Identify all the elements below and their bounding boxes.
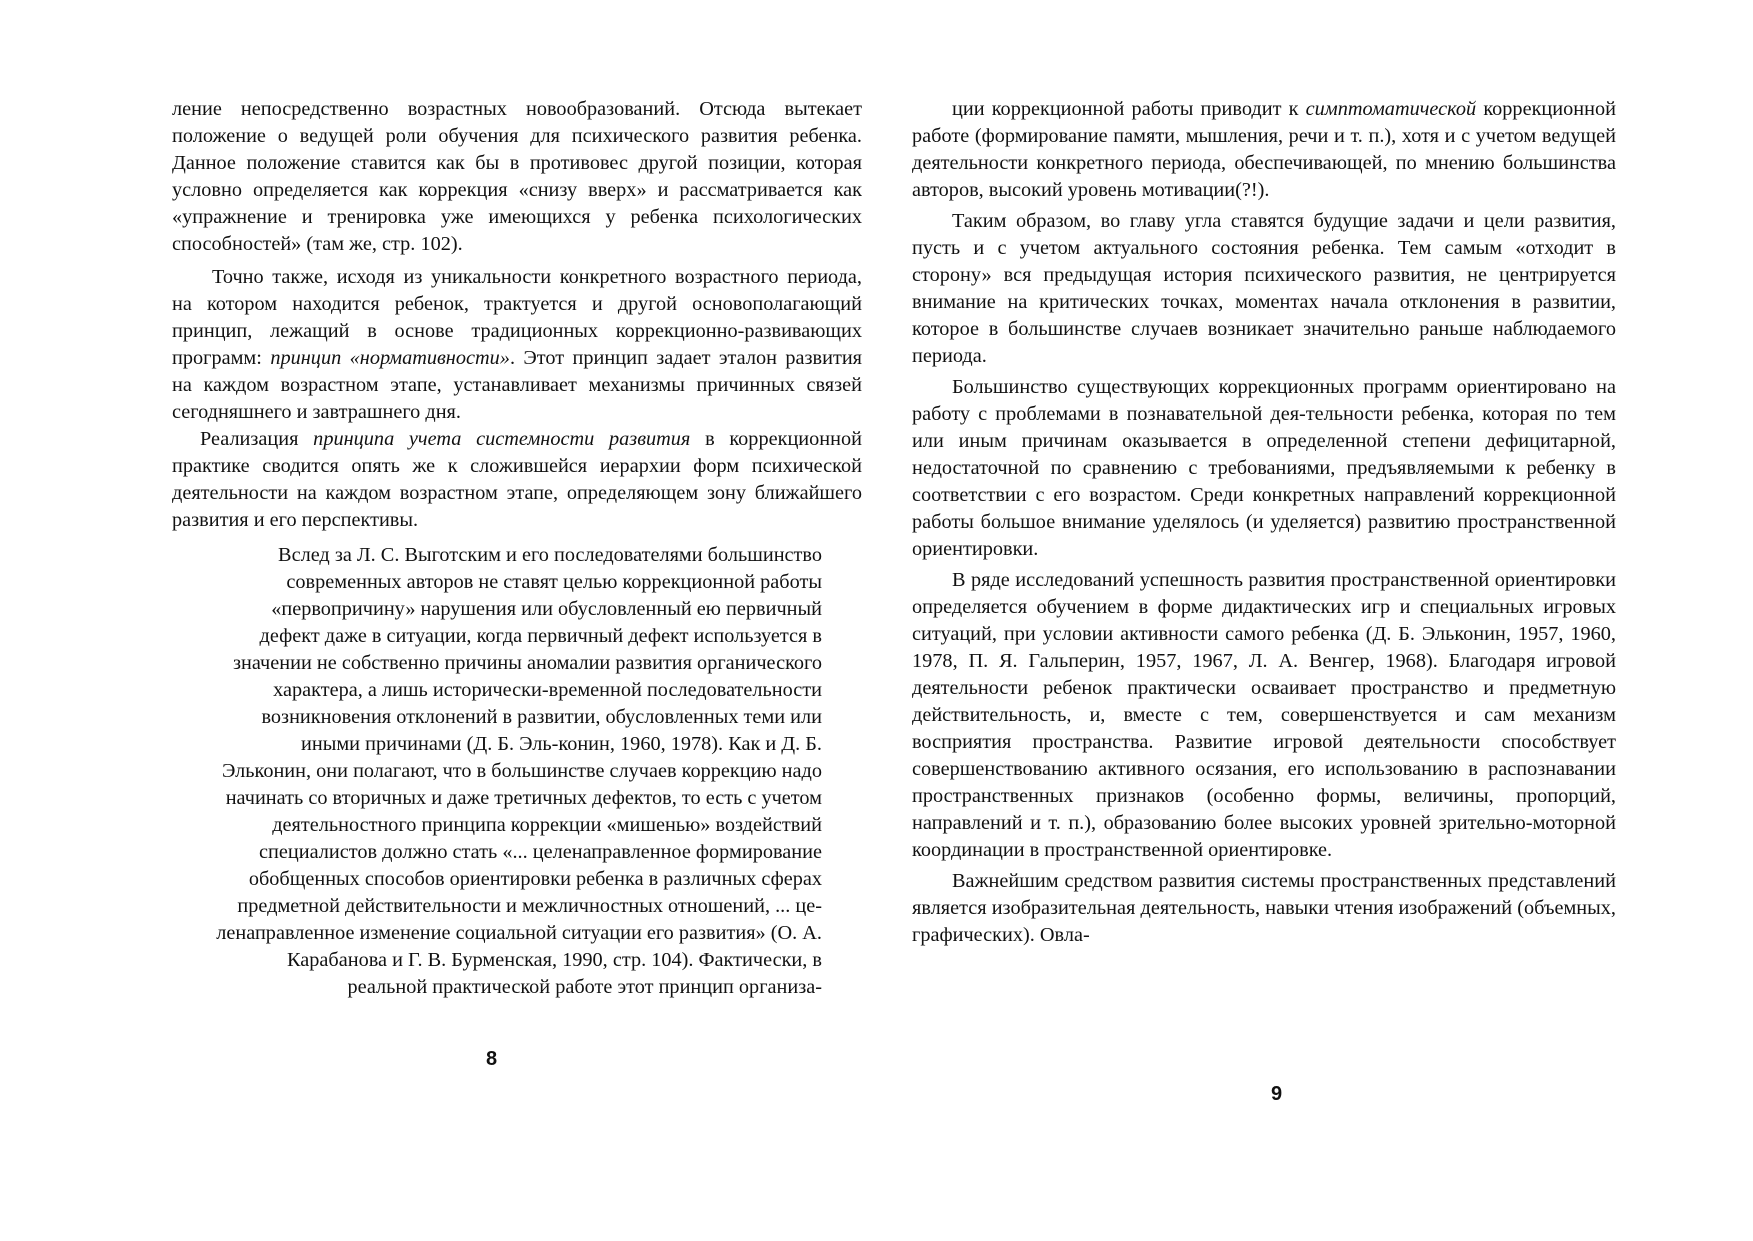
text-line: «первопричину» нарушения или обусловленный ею первичный <box>271 598 822 620</box>
italic-term: симптоматической <box>1305 98 1477 120</box>
paragraph: Реализация принципа учета системности развития в коррекционной практике сводится опять же к сложившейся иерархии форм психической деятельности на каждом возрастном этапе, определяющем зону ближайшего развития и его перспективы. <box>172 428 862 531</box>
paragraph: Большинство существующих коррекционных программ ориентировано на работу с проблемами в познавательной дея-тельности ребенка, которая по тем или иным причинам оказывается в определенной степени дефицитарной, недостаточной по сравнению с требованиями, предъявляемыми к ребенку в соответствии с его возрастом. Среди конкретных направлений коррекционной работы большое внимание уделялось (и уделяется) развитию пространственной ориентировки. <box>912 376 1616 560</box>
paragraph: Точно также, исходя из уникальности конкретного возрастного периода, на котором находится ребенок, трактуется и другой основополагающий принцип, лежащий в основе традиционных коррекционно-развивающих программ: принцип «нормативности». Этот принцип задает эталон развития на каждом возрастном этапе, устанавливает механизмы причинных связей сегодняшнего и завтрашнего дня. <box>172 266 862 423</box>
text-line: начинать со вторичных и даже третичных дефектов, то есть с учетом <box>225 787 822 809</box>
text-line: Эльконин, они полагают, что в большинстве случаев коррекцию надо <box>222 760 822 782</box>
paragraph: В ряде исследований успешность развития пространственной ориентировки определяется обучением в форме дидактических игр и специальных игровых ситуаций, при условии активности самого ребенка (Д. Б. Эльконин, 1957, 1960, 1978, П. Я. Гальперин, 1957, 1967, Л. А. Венгер, 1968). Благодаря игровой деятельности ребенок практически осваивает пространство и предметную действительность, и, вместе с тем, совершенствуется и сам механизм восприятия пространства. Развитие игровой деятельности способствует совершенствованию активного осязания, его использованию в распознавании пространственных признаков (особенно формы, величины, пропорций, направлений и т. п.), образованию более высоких уровней зрительно-моторной координации в пространственной ориентировке. <box>912 569 1616 861</box>
text-line: современных авторов не ставят целью коррекционной работы <box>286 571 822 593</box>
right-aligned-paragraph <box>142 542 862 1001</box>
text-line: Карабанова и Г. В. Бурменская, 1990, стр. 104). Фактически, в <box>287 949 822 971</box>
text-line: деятельностного принципа коррекции «мишенью» воздействий <box>272 814 822 836</box>
text-line: Вслед за Л. С. Выготским и его последователями большинство <box>278 544 822 566</box>
italic-term: принцип «нормативности» <box>270 347 510 369</box>
left-page <box>0 0 876 1241</box>
right-page-text <box>912 96 1616 949</box>
right-page <box>876 0 1753 1241</box>
text-line: реальной практической работе этот принцип организа- <box>347 976 822 998</box>
text-line: значении не собственно причины аномалии развития органического <box>233 652 822 674</box>
paragraph: ление непосредственно возрастных новообразований. Отсюда вытекает положение о ведущей роли обучения для психического развития ребенка. Данное положение ставится как бы в противовес другой позиции, которая условно определяется как коррекция «снизу вверх» и рассматривается как «упражнение и тренировка уже имеющихся у ребенка психологических способностей» (там же, стр. 102). <box>172 98 862 255</box>
paragraph: Таким образом, во главу угла ставятся будущие задачи и цели развития, пусть и с учетом актуального состояния ребенка. Тем самым «отходит в сторону» вся предыдущая история психического развития, не центрируется внимание на критических точках, моментах начала отклонения в развитии, которое в большинстве случаев возникает значительно раньше наблюдаемого периода. <box>912 210 1616 367</box>
paragraph: Важнейшим средством развития системы пространственных представлений является изобразительная деятельность, навыки чтения изображений (объемных, графических). Овла- <box>912 870 1616 946</box>
text-line: ленаправленное изменение социальной ситуации его развития» (О. А. <box>216 922 822 944</box>
text-line: предметной действительности и межличностных отношений, ... це- <box>237 895 822 917</box>
text-line: специалистов должно стать «... целенаправленное формирование <box>259 841 822 863</box>
page-number: 9 <box>1271 1083 1283 1105</box>
page-number: 8 <box>486 1048 498 1070</box>
left-page-text <box>172 96 862 1001</box>
paragraph: ции коррекционной работы приводит к симптоматической коррекционной работе (формирование памяти, мышления, речи и т. п.), хотя и с учетом ведущей деятельности конкретного периода, обеспечивающей, по мнению большинства авторов, высокий уровень мотивации(?!). <box>912 98 1616 201</box>
text-line: иными причинами (Д. Б. Эль-конин, 1960, 1978). Как и Д. Б. <box>301 733 822 755</box>
italic-term: принципа учета системности развития <box>313 428 691 450</box>
text-line: возникновения отклонений в развитии, обусловленных теми или <box>261 706 822 728</box>
text-line: характера, а лишь исторически-временной последовательности <box>273 679 822 701</box>
text-line: дефект даже в ситуации, когда первичный дефект используется в <box>259 625 822 647</box>
text-line: обобщенных способов ориентировки ребенка в различных сферах <box>248 868 822 890</box>
